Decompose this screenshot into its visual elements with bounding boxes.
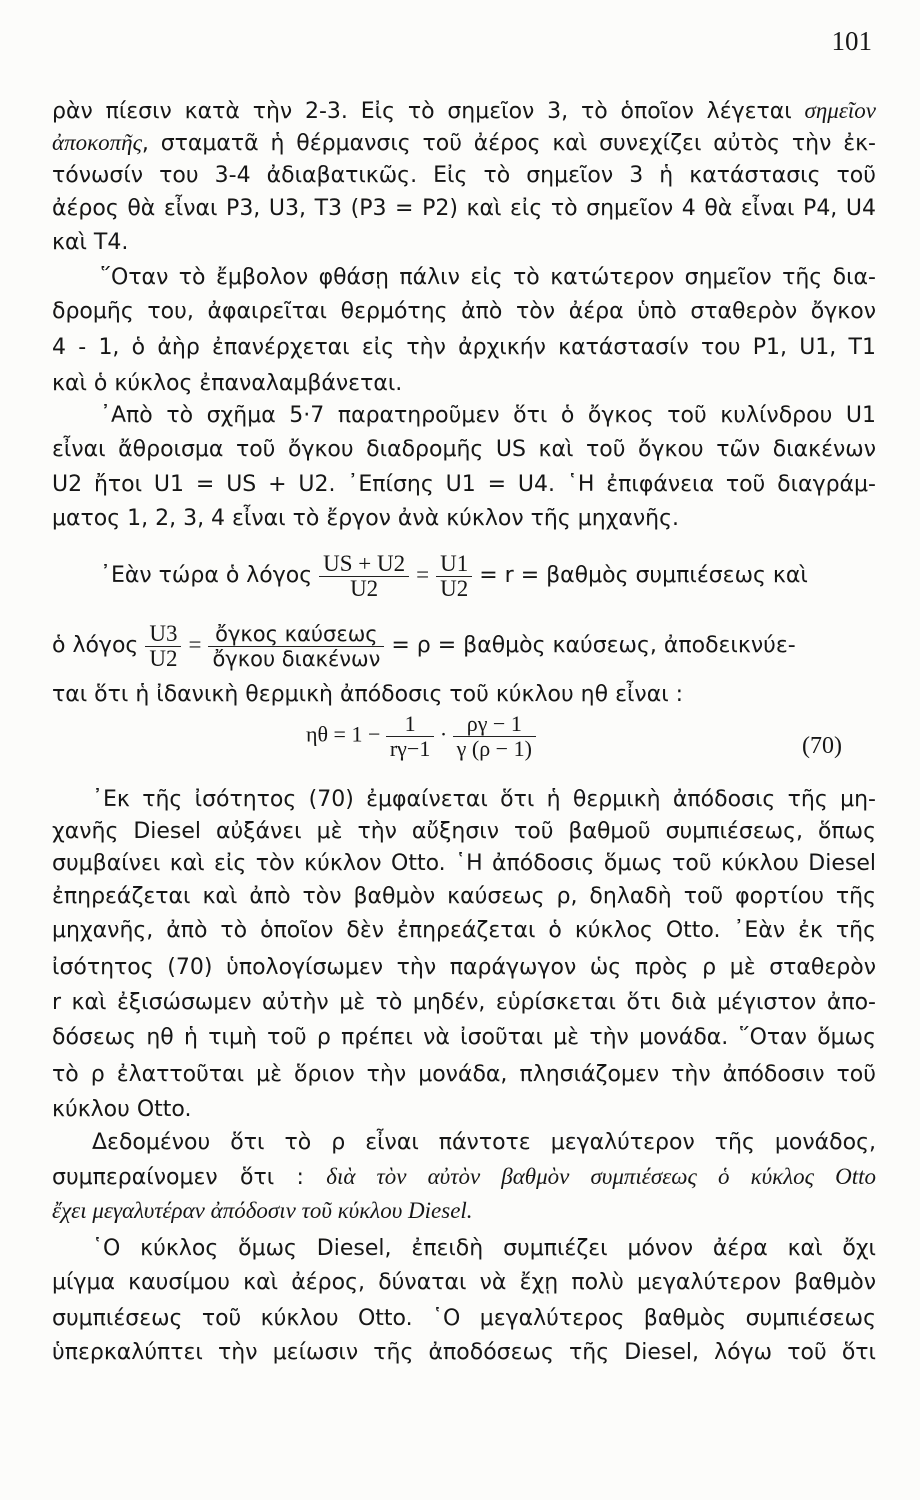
text-line: συμβαίνει καὶ εἰς τὸν κύκλον Otto. ῾Η ἀπόδοσις ὅμως τοῦ κύκλου Diesel — [52, 851, 876, 876]
fraction-combustion-volume: $\frac{\text{ὄγκος καύσεως}}{\text{ὄγκου διακένων}}$ — [208, 622, 384, 671]
fraction-cylinder-volume: $\frac{U1}{U2}$ — [436, 552, 472, 601]
text-line: ὑπερκαλύπτει τὴν μείωσιν τῆς ἀποδόσεως τῆς Diesel, λόγω τοῦ ὅτι — [52, 1340, 876, 1365]
text-line: 4 - 1, ὁ ἀὴρ ἐπανέρχεται εἰς τὴν ἀρχικήν κατάστασίν του P1, U1, T1 — [52, 335, 876, 360]
text-line — [52, 128, 876, 159]
text-line: μηχανῆς, ἀπὸ τὸ ὁποῖον δὲν ἐπηρεάζεται ὁ κύκλος Otto. ᾿Εὰν ἐκ τῆς — [52, 918, 876, 943]
text-line — [52, 1162, 876, 1193]
equation-70: ηθ = 1 − $\frac{1}{r\gamma-1}$ · $\frac{\rho\gamma - 1}{\gamma (\rho - 1)}$ — [306, 712, 536, 761]
text-line: U2 ἤτοι U1 = US + U2. ᾿Επίσης U1 = U4. ῾Η ἐπιφάνεια τοῦ διαγράμ- — [52, 472, 876, 497]
fraction-u3-u2: $\frac{U3}{U2}$ — [145, 622, 181, 671]
italic-term: ἀποκοπῆς — [52, 130, 142, 155]
text-line: ᾿Απὸ τὸ σχῆμα 5·7 παρατηροῦμεν ὅτι ὁ ὄγκος τοῦ κυλίνδρου U1 — [100, 403, 876, 428]
text-line: κύκλου Otto. — [52, 1097, 192, 1122]
text-run: συμπεραίνομεν ὅτι : — [52, 1165, 327, 1190]
equation-lhs: ηθ = 1 − — [306, 721, 381, 747]
text-line: καὶ ὁ κύκλος ἐπαναλαμβάνεται. — [52, 371, 403, 396]
text-line: καὶ T4. — [52, 230, 129, 255]
text-line: ἀέρος θὰ εἶναι P3, U3, T3 (P3 = P2) καὶ εἰς τὸ σημεῖον 4 θὰ εἶναι P4, U4 — [52, 196, 876, 221]
ratio-line: ὁ λόγος $\frac{U3}{U2}$ = $\frac{\text{ὄγκος καύσεως}}{\text{ὄγκου διακένων}}$ = ρ = βαθμὸς καύσεως, ἀποδεικνύε- — [52, 620, 796, 671]
page-number: 101 — [831, 26, 872, 56]
equation-number: (70) — [802, 733, 842, 759]
text-line: ῞Οταν τὸ ἔμβολον φθάσῃ πάλιν εἰς τὸ κατώτερον σημεῖον τῆς δια- — [100, 265, 876, 290]
italic-conclusion: ἔχει μεγαλυτέραν ἀπόδοσιν τοῦ κύκλου Diesel. — [52, 1198, 473, 1223]
text-line: δόσεως ηθ ἡ τιμὴ τοῦ ρ πρέπει νὰ ἰσοῦται μὲ τὴν μονάδα. ῞Οταν ὅμως — [52, 1025, 876, 1050]
text-line: ματος 1, 2, 3, 4 εἶναι τὸ ἔργον ἀνὰ κύκλον τῆς μηχανῆς. — [52, 506, 680, 531]
equation-fraction-2: $\frac{\rho\gamma - 1}{\gamma (\rho - 1)}$ — [453, 712, 536, 761]
text-run: , σταματᾶ ἡ θέρμανσις τοῦ ἀέρος καὶ συνεχίζει αὐτὸς τὴν ἐκ- — [141, 131, 876, 156]
text-line: r καὶ ἐξισώσωμεν αὐτὴν μὲ τὸ μηδέν, εὑρίσκεται ὅτι διὰ μέγιστον ἀπο- — [52, 990, 876, 1015]
equation-fraction-1: $\frac{1}{r\gamma-1}$ — [386, 712, 434, 761]
italic-conclusion: διὰ τὸν αὐτὸν βαθμὸν συμπιέσεως ὁ κύκλος Otto — [326, 1164, 876, 1189]
text-run: = ρ = βαθμὸς καύσεως, ἀποδεικνύε- — [391, 633, 796, 658]
text-line: ᾿Εκ τῆς ἰσότητος (70) ἐμφαίνεται ὅτι ἡ θερμικὴ ἀπόδοσις τῆς μη- — [92, 787, 876, 812]
italic-term: σημεῖον — [804, 98, 876, 123]
text-line: εἶναι ἄθροισμα τοῦ ὄγκου διαδρομῆς US καὶ τοῦ ὄγκου τῶν διακένων — [52, 437, 876, 462]
text-line — [52, 96, 876, 127]
text-run: = r = βαθμὸς συμπιέσεως καὶ — [479, 563, 808, 588]
text-run: ρὰν πίεσιν κατὰ τὴν 2-3. Εἰς τὸ σημεῖον 3, τὸ ὁποῖον λέγεται — [52, 99, 805, 124]
text-line: ῾Ο κύκλος ὅμως Diesel, ἐπειδὴ συμπιέζει μόνον ἀέρα καὶ ὄχι — [92, 1236, 876, 1261]
text-line: ἰσότητος (70) ὑπολογίσωμεν τὴν παράγωγον ὡς πρὸς ρ μὲ σταθερὸν — [52, 955, 876, 980]
text-run: ὁ λόγος — [52, 633, 139, 658]
text-line: δρομῆς του, ἀφαιρεῖται θερμότης ἀπὸ τὸν ἀέρα ὑπὸ σταθερὸν ὄγκον — [52, 299, 876, 324]
text-line: τὸ ρ ἐλαττοῦται μὲ ὅριον τὴν μονάδα, πλησιάζομεν τὴν ἀπόδοσιν τοῦ — [52, 1062, 876, 1087]
text-line: μίγμα καυσίμου καὶ ἀέρος, δύναται νὰ ἔχῃ πολὺ μεγαλύτερον βαθμὸν — [52, 1270, 876, 1295]
text-line: χανῆς Diesel αὐξάνει μὲ τὴν αὔξησιν τοῦ βαθμοῦ συμπιέσεως, ὅπως — [52, 819, 876, 844]
ratio-line: ᾿Εὰν τώρα ὁ λόγος $\frac{US + U2}{U2}$ = $\frac{U1}{U2}$ = r = βαθμὸς συμπιέσεως καὶ — [100, 550, 808, 601]
text-line: Δεδομένου ὅτι τὸ ρ εἶναι πάντοτε μεγαλύτερον τῆς μονάδος, — [92, 1130, 876, 1155]
text-line: συμπιέσεως τοῦ κύκλου Otto. ῾Ο μεγαλύτερος βαθμὸς συμπιέσεως — [52, 1306, 876, 1331]
text-line: ἐπηρεάζεται καὶ ἀπὸ τὸν βαθμὸν καύσεως ρ, δηλαδὴ τοῦ φορτίου τῆς — [52, 884, 876, 909]
text-line: ται ὅτι ἡ ἰδανικὴ θερμικὴ ἀπόδοσις τοῦ κύκλου ηθ εἶναι : — [52, 682, 684, 707]
text-line: τόνωσίν του 3-4 ἀδιαβατικῶς. Εἰς τὸ σημεῖον 3 ἡ κατάστασις τοῦ — [52, 163, 876, 188]
fraction-stroke-volume: $\frac{US + U2}{U2}$ — [319, 552, 409, 601]
text-run: ᾿Εὰν τώρα ὁ λόγος — [100, 563, 313, 588]
